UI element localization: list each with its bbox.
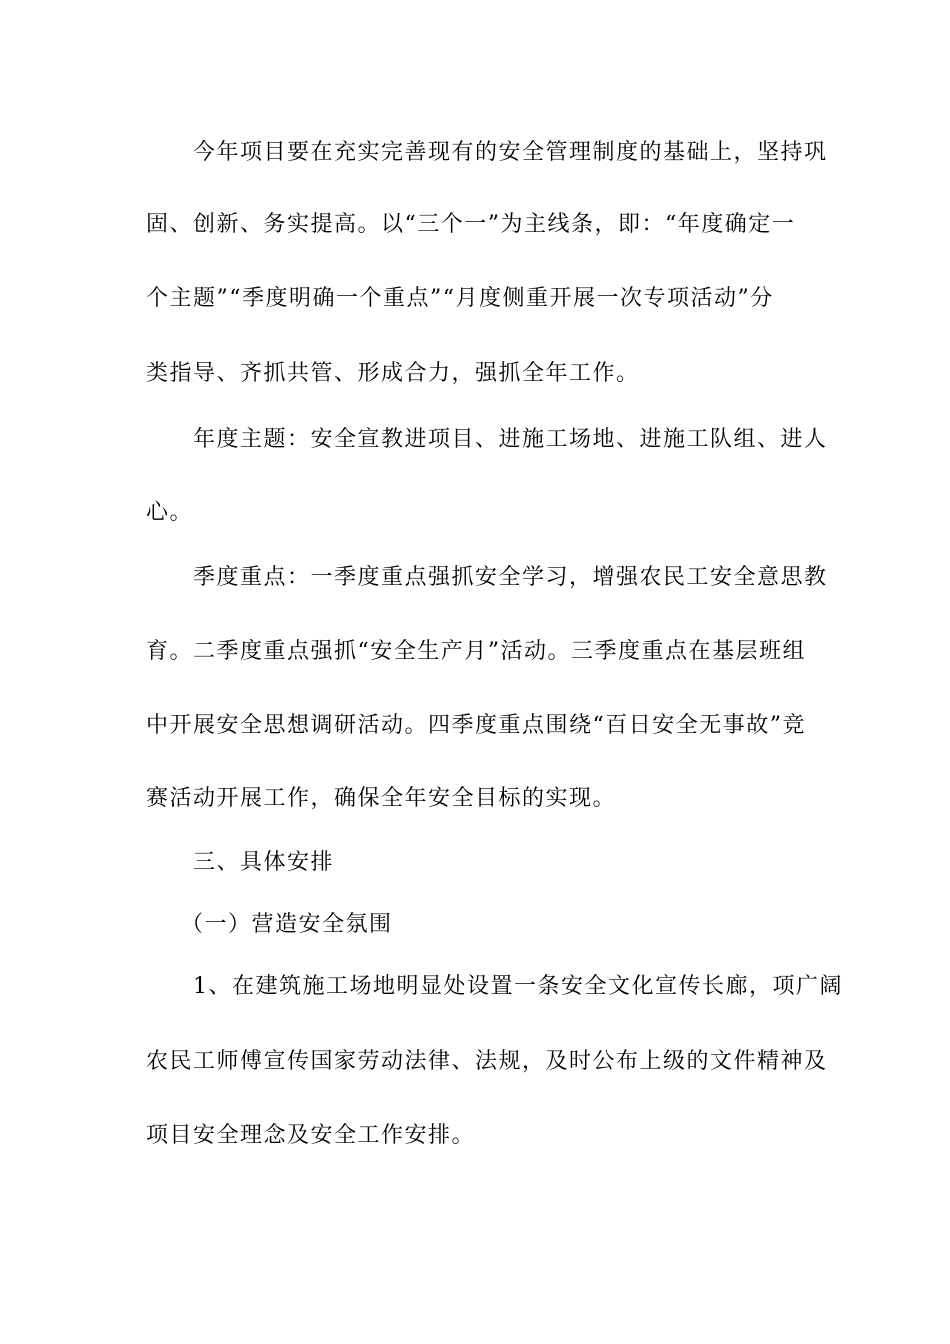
paragraph-1-line-3: 个主题”“季度明确一个重点”“月度侧重开展一次专项活动”分 xyxy=(146,286,774,311)
paragraph-2-line-2: 心。 xyxy=(146,500,194,525)
paragraph-3-line-2: 育。二季度重点强抓“安全生产月”活动。三季度重点在基层班组 xyxy=(146,639,806,664)
paragraph-6-line-2: 农民工师傅宣传国家劳动法律、法规，及时公布上级的文件精神及 xyxy=(146,1049,828,1074)
paragraph-1-line-4: 类指导、齐抓共管、形成合力，强抓全年工作。 xyxy=(146,361,640,386)
paragraph-3-line-1: 季度重点：一季度重点强抓安全学习，增强农民工安全意思教 xyxy=(193,565,828,590)
paragraph-3-line-3: 中开展安全思想调研活动。四季度重点围绕“百日安全无事故”竞 xyxy=(146,713,806,738)
paragraph-1-line-1: 今年项目要在充实完善现有的安全管理制度的基础上，坚持巩 xyxy=(193,140,828,165)
section-heading: 三、具体安排 xyxy=(193,850,335,875)
paragraph-6-line-1: 1、在建筑施工场地明显处设置一条安全文化宣传长廊，项广阔 xyxy=(193,974,843,999)
paragraph-6-line-3: 项目安全理念及安全工作安排。 xyxy=(146,1123,476,1148)
paragraph-3-line-4: 赛活动开展工作，确保全年安全目标的实现。 xyxy=(146,786,617,811)
subsection-heading: （一）营造安全氛围 xyxy=(181,912,393,937)
paragraph-2-line-1: 年度主题：安全宣教进项目、进施工场地、进施工队组、进人 xyxy=(193,427,828,452)
paragraph-1-line-2: 固、创新、务实提高。以“三个一”为主线条，即：“年度确定一 xyxy=(146,212,796,237)
